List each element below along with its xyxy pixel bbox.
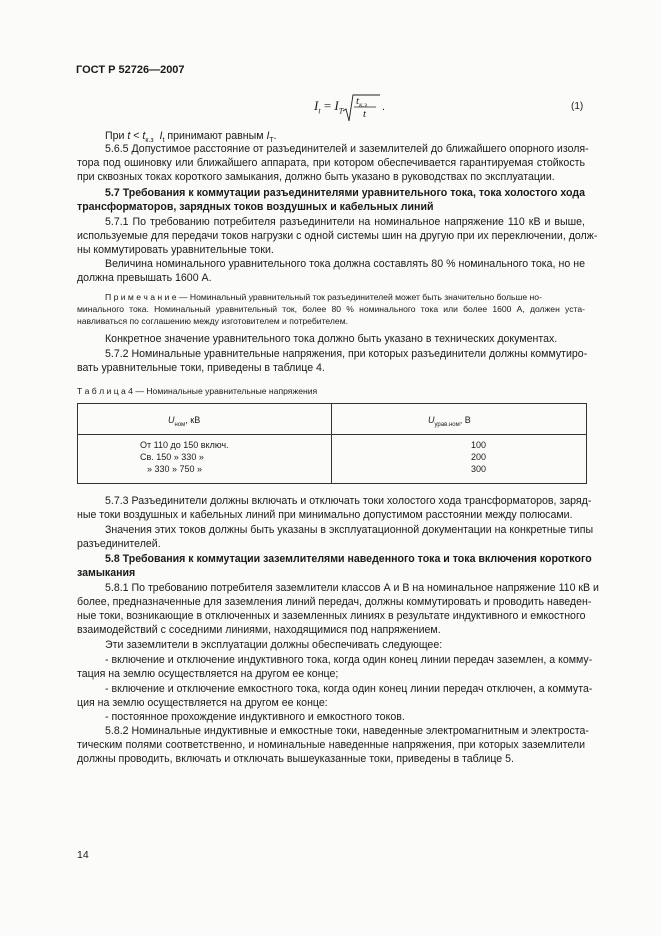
table-cell-range: » 330 » 750 »	[147, 464, 203, 474]
formula-denominator: t	[363, 108, 367, 120]
paragraph-line: используемые для передачи токов нагрузки с одной системы шин на другую при их переключении, долж-	[77, 230, 598, 242]
table-cell-value: 300	[471, 464, 487, 474]
table-cell-range: От 110 до 150 включ.	[140, 440, 229, 450]
table-cell-value: 100	[471, 440, 487, 450]
note-line: минального тока. Номинальный уравнительный ток, более 80 % номинального тока или более 1600 А, должен уста-	[77, 304, 585, 314]
table-header-divider	[78, 434, 586, 435]
bullet-item: - включение и отключение емкостного тока, когда один конец линии передач отключен, а коммута-	[105, 683, 593, 695]
bullet-item-cont: ция на землю осуществляется на другом ее конце:	[77, 697, 328, 709]
paragraph-line: при сквозных токах короткого замыкания, должно быть указано в руководствах по эксплуатации.	[77, 171, 555, 183]
paragraph-values: Значения этих токов должны быть указаны в эксплуатационной документации на конкретные типы	[105, 524, 594, 536]
paragraph-value: Величина номинального уравнительного тока должна составлять 80 % номинального тока, но не	[105, 258, 585, 270]
formula-period: .	[382, 101, 386, 113]
bullet-item: - постоянное прохождение индуктивного и емкостного токов.	[105, 711, 405, 723]
table-header-voltage-kv: $U_{ном}$, кВ	[168, 415, 201, 428]
table-cell-range: Св. 150 » 330 »	[140, 452, 204, 462]
paragraph-line: взаимодействий с соседними линиями, находящимися под напряжением.	[77, 624, 441, 636]
paragraph-these: Эти заземлители в эксплуатации должны обеспечивать следующее:	[105, 639, 443, 651]
table-column-divider	[331, 404, 332, 483]
formula-number: (1)	[571, 101, 584, 112]
paragraph-5-8-2: 5.8.2 Номинальные индуктивные и емкостные токи, наведенные электромагнитным и электроста-	[105, 725, 589, 737]
condition-paragraph: При $t < t_{к.з}$ $I_t$ принимают равным $I_T$.	[105, 130, 277, 145]
document-code: ГОСТ Р 52726—2007	[76, 64, 185, 76]
table-header-voltage-v: $U_{урав.ном}$, В	[428, 415, 471, 428]
paragraph-line: более, предназначенные для заземления линий передач, должны коммутировать и проводить наведен-	[77, 596, 592, 608]
note-line: навливаться по соглашению между изготовителем и потребителем.	[77, 316, 349, 326]
bullet-item: - включение и отключение индуктивного тока, когда один конец линии передач заземлен, а комму-	[105, 654, 593, 666]
heading-5-7: 5.7 Требования к коммутации разъединителями уравнительного тока, тока холостого хода	[105, 187, 585, 199]
paragraph-line: должны проводить, включать и отключать вышеуказанные токи, приведены в таблице 5.	[77, 753, 514, 765]
paragraph-5-7-1: 5.7.1 По требованию потребителя разъединители на номинальное напряжение 110 кВ и выше,	[105, 216, 585, 228]
bullet-item-cont: тация на землю осуществляется на другом ее конце;	[77, 668, 339, 680]
paragraph-concrete: Конкретное значение уравнительного тока должно быть указано в технических документах.	[105, 333, 558, 345]
formula: $I_t = I_T$	[314, 98, 344, 116]
note-label: П р и м е ч а н и е	[105, 292, 177, 302]
table-cell-value: 200	[471, 452, 487, 462]
paragraph-line: тическим полями соответственно, и номинальные наведенные напряжения, при которых заземлители	[77, 739, 585, 751]
paragraph-line: должна превышать 1600 А.	[77, 272, 212, 284]
paragraph-5-6-5: 5.6.5 Допустимое расстояние от разъединителей и заземлителей до ближайшего опорного изоля-	[105, 143, 589, 155]
paragraph-5-8-1: 5.8.1 По требованию потребителя заземлители классов А и В на номинальное напряжение 110 кВ и	[105, 582, 599, 594]
paragraph-line: разъединителей.	[77, 538, 161, 550]
table-4	[77, 403, 587, 484]
paragraph-line: ные токи воздушных и кабельных линий при минимально допустимом расстоянии между полюсами.	[77, 509, 573, 521]
note: П р и м е ч а н и е — Номинальный уравнительный ток разъединителей может быть значительно больше но-	[105, 292, 542, 302]
paragraph-line: ны коммутировать уравнительные токи.	[77, 244, 274, 256]
page-number: 14	[77, 849, 89, 861]
paragraph-line: вать уравнительные токи, приведены в таблице 4.	[77, 362, 325, 374]
paragraph-5-7-2: 5.7.2 Номинальные уравнительные напряжения, при которых разъединители должны коммутиро-	[105, 348, 588, 360]
paragraph-line: тора под ошиновку или ближайшего аппарата, при котором обеспечивается гарантируемая стойкость	[77, 157, 585, 169]
paragraph-5-7-3: 5.7.3 Разъединители должны включать и отключать токи холостого хода трансформаторов, заряд-	[105, 495, 592, 507]
heading-5-8-cont: замыкания	[77, 567, 136, 579]
heading-5-8: 5.8 Требования к коммутации заземлителями наведенного тока и тока включения короткого	[105, 553, 592, 565]
heading-5-7-cont: трансформаторов, зарядных токов воздушных и кабельных линий	[77, 201, 434, 213]
formula-numerator: $t_{к.з}$	[356, 95, 367, 110]
table-caption: Т а б л и ц а 4 — Номинальные уравнительные напряжения	[77, 386, 318, 396]
paragraph-line: ные токи, возникающие в отключенных и заземленных линиях в результате индуктивного и емкостного	[77, 610, 586, 622]
